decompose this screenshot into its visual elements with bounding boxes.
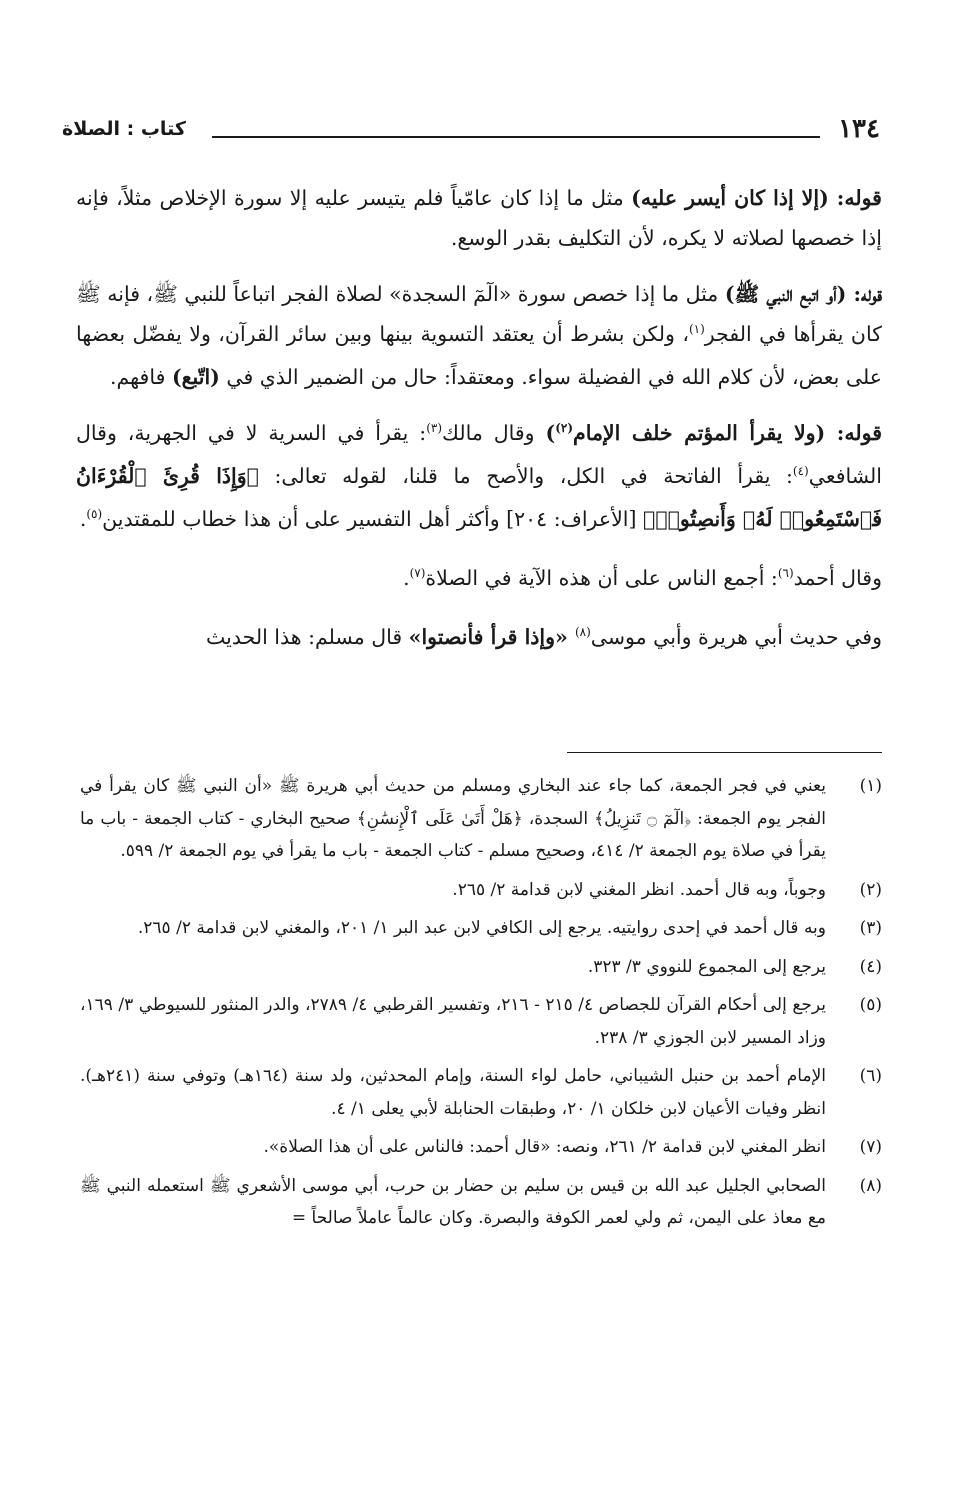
footnote-ref[interactable]: (٨) (574, 625, 591, 639)
paragraph-text: : يقرأ الفاتحة في الكل، والأصح ما قلنا، لقوله تعالى: (258, 464, 793, 488)
footnote-4 (80, 951, 882, 984)
footnote-number: (٥) (859, 995, 882, 1015)
footnote-8 (80, 1170, 882, 1235)
footnote-2 (80, 874, 882, 907)
quote-label (545, 421, 882, 445)
footnote-separator (567, 752, 882, 753)
footnote-ref[interactable]: (١) (688, 322, 705, 336)
footnote-text: الصحابي الجليل عبد الله بن قيس بن سليم بن حضار بن حرب، أبي موسى الأشعري ﷺ استعمله النبي ﷺ مع معاذ على اليمن، ثم ولي لعمر الكوفة والبصرة. وكان عالماً عاملاً صالحاً = (80, 1175, 826, 1228)
footnote-text: وبه قال أحمد في إحدى روايتيه. يرجع إلى الكافي لابن عبد البر ١/ ٢٠١، والمغني لابن قدامة ٢/ ٢٦٥. (137, 918, 826, 938)
paragraph-text: وقال مالك (442, 421, 546, 445)
footnote-5 (80, 989, 882, 1054)
footnote-ref[interactable]: (٢) (555, 421, 574, 435)
quote-label: قوله: (أو اتبع النبي ﷺ) (724, 282, 882, 306)
footnote-text: يرجع إلى المجموع للنووي ٣/ ٣٢٣. (587, 956, 826, 977)
paragraph-text: [الأعراف: ٢٠٤] وأكثر أهل التفسير على أن هذا خطاب للمقتدين (102, 507, 644, 531)
footnote-3 (80, 912, 882, 945)
footnote-number: (٧) (859, 1137, 882, 1157)
paragraph-text: مثل ما إذا كان عامّياً فلم يتيسر عليه إلا سورة الإخلاص مثلاً، فإنه إذا خصصها لصلاته لا يكره، لأن التكليف بقدر الوسع. (76, 186, 882, 250)
footnote-number: (٦) (859, 1066, 882, 1086)
footnote-ref[interactable]: (٦) (777, 566, 794, 580)
footnote-text: وجوباً، وبه قال أحمد. انظر المغني لابن قدامة ٢/ ٢٦٥. (452, 879, 826, 900)
footnotes (80, 770, 882, 1241)
quote-label-text: قوله: (ولا يقرأ المؤتم خلف الإمام (573, 421, 882, 445)
paragraph-4 (76, 558, 882, 601)
paragraph-text: وفي حديث أبي هريرة وأبي موسى (590, 625, 882, 649)
bold-hadith: «وإذا قرأ فأنصتوا» (408, 625, 575, 649)
footnote-ref[interactable]: (٤) (792, 464, 809, 478)
footnote-number: (٢) (859, 879, 882, 900)
paragraph-5 (76, 617, 882, 660)
paragraph-3 (76, 413, 882, 542)
header-rule (212, 136, 820, 138)
footnote-text: يعني في فجر الجمعة، كما جاء عند البخاري ومسلم من حديث أبي هريرة ﷺ «أن النبي ﷺ كان يقرأ في الفجر يوم الجمعة: ﴿الٓمٓ ۝ تَنزِيلُ﴾ السجدة، ﴿هَلْ أَتَىٰ عَلَى ٱلْإِنسَٰنِ﴾ صحيح البخاري - كتاب الجمعة - باب ما يقرأ في صلاة يوم الجمعة ٢/ ٤١٤، وصحيح مسلم - كتاب الجمعة - باب ما يقرأ في يوم الجمعة ٢/ ٥٩٩. (80, 776, 826, 861)
footnote-number: (٨) (859, 1175, 882, 1196)
paragraph-text: وقال أحمد (793, 566, 882, 590)
footnote-ref[interactable]: (٣) (426, 421, 443, 435)
quran-verse: ﴿وَإِذَا قُرِئَ ٱلْقُرْءَانُ فَٱسْتَمِعُوا۟ لَهُۥ وَأَنصِتُوا۟﴾ (76, 464, 882, 531)
footnote-text: الإمام أحمد بن حنبل الشيباني، حامل لواء السنة، وإمام المحدثين، ولد سنة (١٦٤هـ) وتوفي سنة (٢٤١هـ). انظر وفيات الأعيان لابن خلكان ١/ ٢٠، وطبقات الحنابلة لأبي يعلى ١/ ٤. (80, 1066, 826, 1119)
footnote-number: (٤) (859, 956, 882, 977)
footnote-6 (80, 1060, 882, 1125)
paragraph-text: مثل ما إذا خصص سورة «الٓمٓ السجدة» لصلاة الفجر اتباعاً للنبي ﷺ، فإنه ﷺ كان يقرأها في الفجر (75, 282, 882, 346)
footnote-ref[interactable]: (٧) (409, 566, 426, 580)
chapter-title: كتاب : الصلاة (62, 118, 186, 140)
footnote-text: انظر المغني لابن قدامة ٢/ ٢٦١، ونصه: «قال أحمد: فالناس على أن هذا الصلاة». (263, 1137, 826, 1157)
quote-label-end: ) (545, 421, 556, 445)
footnote-number: (٣) (859, 918, 882, 938)
footnote-ref[interactable]: (٥) (86, 507, 103, 521)
footnote-number: (١) (859, 776, 882, 796)
main-text (76, 178, 882, 668)
quote-label: قوله: (إلا إذا كان أيسر عليه) (631, 186, 882, 210)
paragraph-text: ، ولكن بشرط أن يعتقد التسوية بينها وبين سائر القرآن، ولا يفضّل بعضها على بعض، لأن كلام الله في الفضيلة سواء. ومعتقداً: حال من الضمير الذي في (76, 322, 882, 389)
paragraph-text: : يقرأ في السرية لا في الجهرية، وقال الشافعي (76, 421, 882, 488)
footnote-text: يرجع إلى أحكام القرآن للجصاص ٤/ ٢١٥ - ٢١٦، وتفسير القرطبي ٤/ ٢٧٨٩، والدر المنثور للسيوطي ٣/ ١٦٩، وزاد المسير لابن الجوزي ٣/ ٢٣٨. (80, 995, 826, 1048)
running-header (62, 112, 880, 146)
paragraph-text: . (403, 566, 410, 590)
footnote-7 (80, 1131, 882, 1164)
bold-term: (اتّبع) (171, 365, 220, 389)
page-number: ١٣٤ (838, 114, 880, 144)
paragraph-text: : أجمع الناس على أن هذه الآية في الصلاة (425, 566, 778, 590)
paragraph-2 (76, 274, 882, 397)
paragraph-text: فافهم. (109, 365, 172, 389)
paragraph-1 (76, 178, 882, 258)
paragraph-text: قال مسلم: هذا الحديث (206, 625, 409, 649)
paragraph-text: . (79, 507, 87, 531)
footnote-1 (80, 770, 882, 868)
